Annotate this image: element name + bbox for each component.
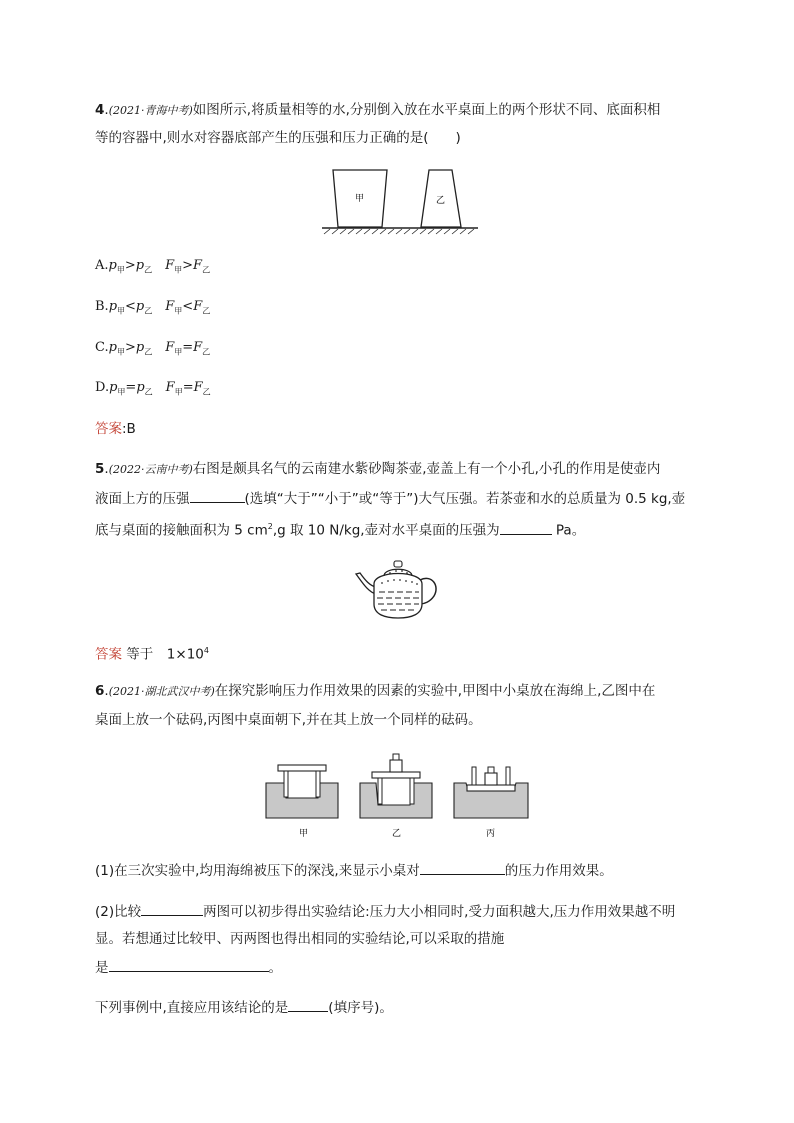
q6-blank-3[interactable]: [109, 957, 269, 972]
q6-blank-4[interactable]: [288, 997, 328, 1012]
q4-number: 4: [95, 102, 105, 118]
q4-fig-label-right: 乙: [436, 196, 446, 206]
q4-figure-containers: [318, 165, 478, 237]
q6-stem-line2: 桌面上放一个砝码,丙图中桌面朝下,并在其上放一个同样的砝码。: [95, 712, 482, 728]
q4-option-a[interactable]: $A.p_甲>p_乙$ $F_甲>F_乙$: [95, 258, 211, 275]
q6-part2-line2: 显。若想通过比较甲、丙两图也得出相同的实验结论,可以采取的措施: [95, 931, 505, 947]
q6-fig-label-b: 乙: [392, 829, 402, 839]
q5-figure-teapot: [352, 556, 442, 624]
q4-answer: [95, 419, 136, 439]
q6-part3: 下列事例中,直接应用该结论的是 (填序号)。: [95, 997, 393, 1018]
q5-blank-1[interactable]: [190, 488, 245, 503]
q6-fig-label-a: 甲: [299, 829, 309, 839]
q5-blank-2[interactable]: [500, 520, 552, 535]
q5-source: (2022·云南中考): [108, 463, 193, 476]
q5-answer-value: 等于 1×10: [122, 646, 204, 663]
q4-answer-value: :B: [122, 421, 136, 437]
q4-source: (2021·青海中考): [108, 104, 193, 117]
q6-part2-line1: (2)比较 两图可以初步得出实验结论:压力大小相同时,受力面积越大,压力作用效果越不明: [95, 901, 675, 922]
q4-line2: [95, 128, 461, 148]
q4-line1: 4.(2021·青海中考)如图所示,将质量相等的水,分别倒入放在水平桌面上的两个形状不同、底面积相: [95, 102, 661, 118]
q6-blank-1[interactable]: [420, 860, 505, 875]
q6-line2: [95, 710, 482, 730]
q4-option-d[interactable]: $D.p_甲=p_乙$ $F_甲=F_乙$: [95, 380, 211, 397]
q6-line1: 6.(2021·湖北武汉中考)在探究影响压力作用效果的因素的实验中,甲图中小桌放在海绵上,乙图中在: [95, 683, 656, 699]
q6-number: 6: [95, 683, 105, 699]
q4-fig-label-left: 甲: [355, 194, 365, 204]
q4-option-c[interactable]: $C.p_甲>p_乙$ $F_甲=F_乙$: [95, 340, 211, 357]
q6-part1: (1)在三次实验中,均用海绵被压下的深浅,来显示小桌对 的压力作用效果。: [95, 860, 613, 881]
q5-answer: 答案 等于 $1\times 10^4$: [95, 646, 209, 663]
q4-stem-line2: 等的容器中,则水对容器底部产生的压强和压力正确的是( ): [95, 130, 461, 146]
q6-blank-2[interactable]: [141, 901, 203, 916]
q6-figure-sponge-experiment: [262, 750, 532, 845]
q5-answer-label: 答案: [95, 646, 122, 663]
q5-stem-line1: 右图是颇具名气的云南建水紫砂陶茶壶,壶盖上有一个小孔,小孔的作用是使壶内: [192, 461, 661, 477]
q5-line1: 5.(2022·云南中考)右图是颇具名气的云南建水紫砂陶茶壶,壶盖上有一个小孔,小孔的作用是使壶内: [95, 461, 661, 477]
q6-source: (2021·湖北武汉中考): [108, 685, 215, 698]
q4-option-b[interactable]: $B.p_甲<p_乙$ $F_甲<F_乙$: [95, 299, 211, 316]
q4-stem-line1: 如图所示,将质量相等的水,分别倒入放在水平桌面上的两个形状不同、底面积相: [192, 102, 661, 118]
q6-fig-label-c: 丙: [486, 829, 496, 839]
q4-answer-label: 答案: [95, 421, 122, 437]
q5-number: 5: [95, 461, 105, 477]
q6-stem-line1: 在探究影响压力作用效果的因素的实验中,甲图中小桌放在海绵上,乙图中在: [214, 683, 656, 699]
q6-part2-line3: 是 。: [95, 957, 282, 978]
q5-line2: 液面上方的压强 (选填“大于”“小于”或“等于”)大气压强。若茶壶和水的总质量为 0.5 kg,壶: [95, 488, 685, 509]
q5-line3: 底与桌面的接触面积为 5 $cm^2,g$ 取 10 N/kg,壶对水平桌面的压强为 Pa。: [95, 517, 585, 541]
